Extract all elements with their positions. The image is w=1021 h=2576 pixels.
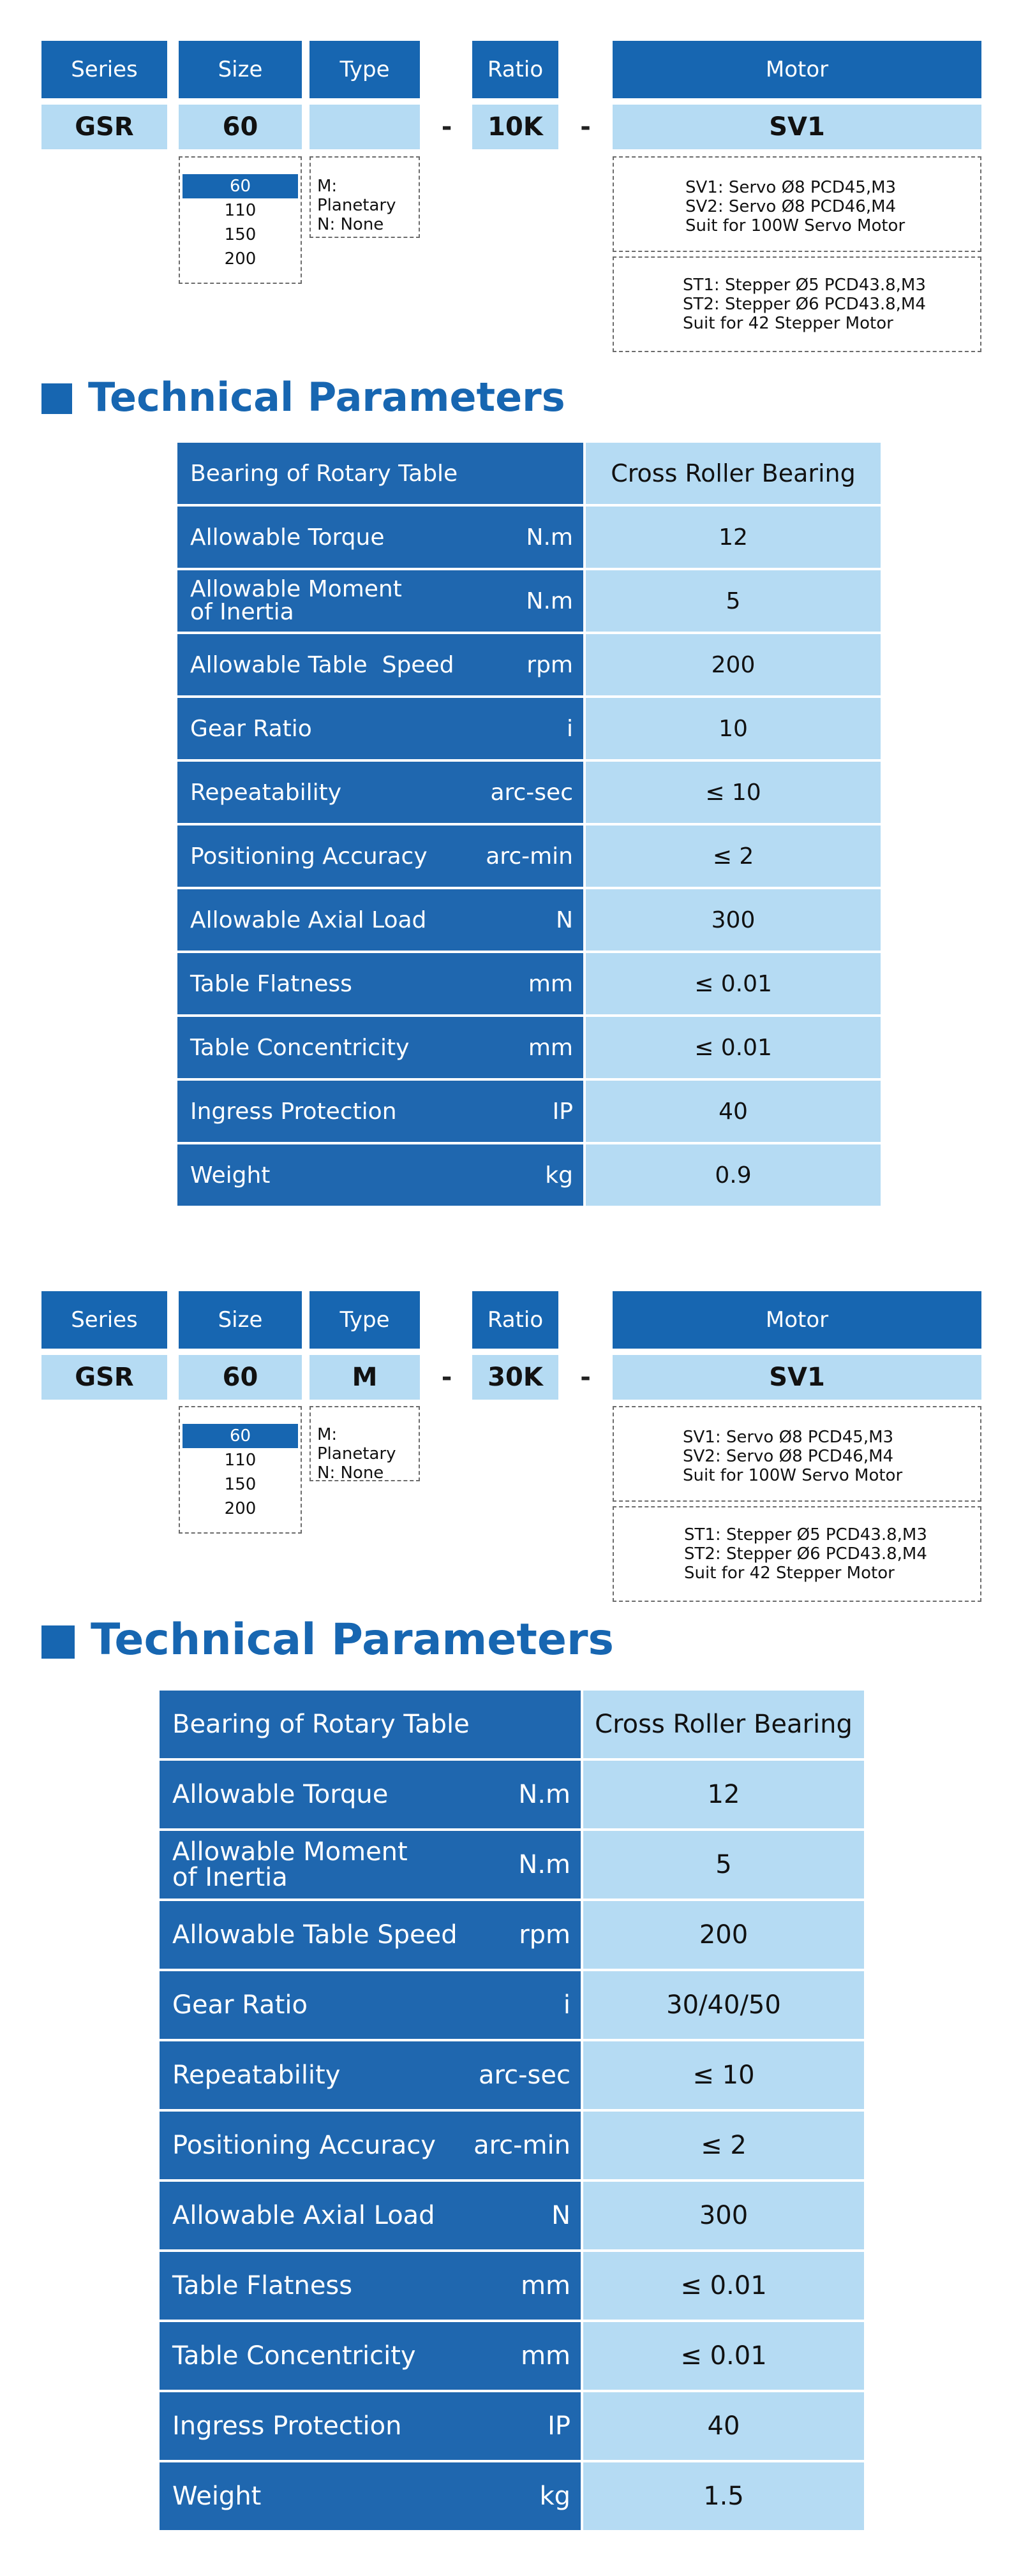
section-marker <box>41 1625 75 1659</box>
param-cell-content <box>177 698 583 759</box>
param-cell-content <box>160 2392 581 2460</box>
param-row <box>160 2252 864 2320</box>
param-unit: mm <box>528 970 573 997</box>
param-row <box>160 1691 864 1758</box>
series-value: GSR <box>41 1355 167 1400</box>
param-row <box>177 953 881 1014</box>
param-name-cell <box>177 825 583 887</box>
param-name-cell <box>177 570 583 632</box>
param-name: Allowable Moment of Inertia <box>172 1837 408 1892</box>
param-row <box>160 2182 864 2249</box>
motor-note: Suit for 42 Stepper Motor <box>683 314 893 333</box>
param-cell-content <box>160 2182 581 2249</box>
motor-option: SV2: Servo Ø8 PCD46,M4 <box>683 1447 894 1466</box>
param-row <box>160 1831 864 1899</box>
param-name: Bearing of Rotary Table <box>190 460 458 487</box>
param-value: ≤ 10 <box>583 762 881 823</box>
param-name: Gear Ratio <box>190 715 312 742</box>
param-value: 1.5 <box>581 2462 864 2530</box>
param-unit: kg <box>539 2482 570 2511</box>
param-value: ≤ 0.01 <box>581 2252 864 2320</box>
param-unit: IP <box>548 2411 570 2441</box>
param-name: Repeatability <box>190 779 342 806</box>
param-cell-content <box>160 1831 581 1899</box>
ratio-value: 10K <box>472 105 558 149</box>
param-row <box>177 889 881 951</box>
param-value: ≤ 0.01 <box>583 1017 881 1078</box>
type-value: M <box>309 1355 420 1400</box>
motor-note: Suit for 100W Servo Motor <box>685 216 905 235</box>
param-name-cell <box>160 2112 581 2179</box>
size-option: 200 <box>224 249 257 269</box>
param-cell-content <box>177 825 583 887</box>
param-unit: mm <box>528 1034 573 1061</box>
param-name-cell <box>160 2392 581 2460</box>
type-value <box>309 105 420 149</box>
param-value: 40 <box>581 2392 864 2460</box>
separator: - <box>580 1363 591 1392</box>
param-value: 40 <box>583 1081 881 1142</box>
param-unit: kg <box>545 1162 573 1188</box>
param-row <box>160 1971 864 2039</box>
size-option: 110 <box>224 201 257 220</box>
param-row <box>160 1761 864 1828</box>
param-value: ≤ 10 <box>581 2041 864 2109</box>
ratio-value: 30K <box>472 1355 558 1400</box>
param-name: Repeatability <box>172 2061 341 2090</box>
param-value: Cross Roller Bearing <box>583 443 881 504</box>
param-unit: arc-min <box>473 2131 570 2160</box>
param-cell-content <box>160 2112 581 2179</box>
motor-option: SV1: Servo Ø8 PCD45,M3 <box>683 1428 894 1447</box>
motor-option: ST2: Stepper Ø6 PCD43.8,M4 <box>683 295 926 314</box>
param-name: Table Concentricity <box>172 2341 416 2371</box>
param-name-cell <box>177 698 583 759</box>
param-name: Allowable Torque <box>190 524 385 551</box>
param-name: Bearing of Rotary Table <box>172 1710 470 1739</box>
separator: - <box>580 112 591 142</box>
param-unit: N <box>556 907 573 933</box>
param-cell-content <box>177 507 583 568</box>
param-name-cell <box>177 1081 583 1142</box>
param-cell-content <box>160 1901 581 1969</box>
param-row <box>177 570 881 632</box>
technical-parameters-table <box>160 1688 864 2533</box>
type-option: N: None <box>317 1463 384 1483</box>
param-name: Table Flatness <box>190 970 352 997</box>
param-name: Gear Ratio <box>172 1990 308 2020</box>
motor-option: SV2: Servo Ø8 PCD46,M4 <box>685 197 897 216</box>
param-cell-content <box>177 1081 583 1142</box>
param-name-cell <box>160 2322 581 2390</box>
param-name: Ingress Protection <box>190 1098 397 1125</box>
param-unit: i <box>563 1990 570 2020</box>
param-unit: arc-sec <box>479 2061 570 2090</box>
param-name-cell <box>177 953 583 1014</box>
section-marker <box>41 383 72 414</box>
param-name: Ingress Protection <box>172 2411 402 2441</box>
param-cell-content <box>177 1144 583 1206</box>
param-name: Positioning Accuracy <box>190 843 428 870</box>
separator: - <box>441 1363 452 1392</box>
param-value: 200 <box>581 1901 864 1969</box>
param-cell-content <box>177 889 583 951</box>
size-option-selected: 60 <box>183 1424 298 1448</box>
param-unit: N.m <box>526 524 573 551</box>
param-name-cell <box>177 762 583 823</box>
section-title: Technical Parameters <box>88 374 565 420</box>
param-row <box>177 1081 881 1142</box>
motor-option: ST1: Stepper Ø5 PCD43.8,M3 <box>683 276 926 295</box>
param-value: ≤ 2 <box>583 825 881 887</box>
motor-header: Motor <box>613 1291 981 1349</box>
motor-option: ST1: Stepper Ø5 PCD43.8,M3 <box>684 1525 927 1544</box>
param-cell-content <box>160 2041 581 2109</box>
type-header: Type <box>309 1291 420 1349</box>
param-value: 5 <box>583 570 881 632</box>
param-name: Table Flatness <box>172 2271 353 2300</box>
motor-value: SV1 <box>613 105 981 149</box>
size-option-selected: 60 <box>183 174 298 198</box>
type-option: N: None <box>317 215 384 234</box>
param-cell-content <box>160 1761 581 1828</box>
param-name-cell <box>160 1691 581 1758</box>
param-value: 12 <box>581 1761 864 1828</box>
param-cell-content <box>177 443 583 504</box>
size-option: 200 <box>224 1499 257 1518</box>
param-name-cell <box>177 1144 583 1206</box>
param-unit: N.m <box>526 588 573 614</box>
param-name: Table Concentricity <box>190 1034 410 1061</box>
param-row <box>160 2392 864 2460</box>
technical-parameters-table <box>177 440 881 1208</box>
param-name-cell <box>160 2252 581 2320</box>
param-cell-content <box>177 953 583 1014</box>
param-cell-content <box>177 762 583 823</box>
param-unit: N.m <box>518 1780 570 1809</box>
param-row <box>177 443 881 504</box>
param-unit: mm <box>521 2341 570 2371</box>
param-row <box>160 2112 864 2179</box>
servo-motor-options-box <box>613 156 981 252</box>
type-header: Type <box>309 41 420 98</box>
param-value: 30/40/50 <box>581 1971 864 2039</box>
param-name-cell <box>160 1831 581 1899</box>
param-value: 200 <box>583 634 881 695</box>
param-row <box>160 2462 864 2530</box>
param-cell-content <box>160 2322 581 2390</box>
param-unit: rpm <box>526 651 573 678</box>
param-name: Allowable Axial Load <box>190 907 427 933</box>
param-name: Weight <box>190 1162 271 1188</box>
param-name-cell <box>177 1017 583 1078</box>
param-value: 10 <box>583 698 881 759</box>
param-name-cell <box>160 2462 581 2530</box>
motor-value: SV1 <box>613 1355 981 1400</box>
type-options-box <box>309 1406 420 1481</box>
param-name-cell <box>160 1761 581 1828</box>
param-cell-content <box>177 570 583 632</box>
param-cell-content <box>160 1971 581 2039</box>
motor-note: Suit for 42 Stepper Motor <box>684 1564 895 1583</box>
stepper-motor-options-box <box>613 1506 981 1602</box>
param-value: ≤ 0.01 <box>583 953 881 1014</box>
type-options-box <box>309 156 420 238</box>
param-row <box>160 1901 864 1969</box>
param-name: Positioning Accuracy <box>172 2131 436 2160</box>
param-value: ≤ 0.01 <box>581 2322 864 2390</box>
param-row <box>177 698 881 759</box>
size-option: 110 <box>224 1451 257 1470</box>
size-value: 60 <box>179 105 302 149</box>
param-value: 300 <box>583 889 881 951</box>
motor-option: ST2: Stepper Ø6 PCD43.8,M4 <box>684 1544 927 1564</box>
param-row <box>177 507 881 568</box>
motor-header: Motor <box>613 41 981 98</box>
param-cell-content <box>177 1017 583 1078</box>
motor-option: SV1: Servo Ø8 PCD45,M3 <box>685 178 897 197</box>
param-row <box>177 1144 881 1206</box>
param-value: Cross Roller Bearing <box>581 1691 864 1758</box>
param-unit: N <box>551 2201 570 2230</box>
param-unit: rpm <box>519 1920 570 1950</box>
param-unit: arc-sec <box>490 779 573 806</box>
param-cell-content <box>160 2252 581 2320</box>
param-name-cell <box>160 1971 581 2039</box>
param-row <box>160 2041 864 2109</box>
separator: - <box>441 112 452 142</box>
param-row <box>177 762 881 823</box>
series-header: Series <box>41 41 167 98</box>
series-header: Series <box>41 1291 167 1349</box>
param-cell-content <box>160 2462 581 2530</box>
param-name-cell <box>177 443 583 504</box>
size-options-box <box>179 1406 302 1534</box>
param-value: ≤ 2 <box>581 2112 864 2179</box>
size-value: 60 <box>179 1355 302 1400</box>
param-row <box>177 825 881 887</box>
param-unit: arc-min <box>486 843 573 870</box>
ratio-header: Ratio <box>472 41 558 98</box>
param-name: Allowable Table Speed <box>172 1920 458 1950</box>
section-title: Technical Parameters <box>91 1615 615 1665</box>
param-unit: IP <box>552 1098 573 1125</box>
series-value: GSR <box>41 105 167 149</box>
param-cell-content <box>177 634 583 695</box>
servo-motor-options-box <box>613 1406 981 1502</box>
param-value: 300 <box>581 2182 864 2249</box>
param-name: Allowable Axial Load <box>172 2201 435 2230</box>
ratio-header: Ratio <box>472 1291 558 1349</box>
param-unit: N.m <box>518 1850 570 1879</box>
param-name-cell <box>177 634 583 695</box>
type-option: M: Planetary <box>317 1425 396 1463</box>
param-name-cell <box>160 2182 581 2249</box>
stepper-motor-options-box <box>613 256 981 352</box>
motor-note: Suit for 100W Servo Motor <box>683 1466 903 1485</box>
param-value: 0.9 <box>583 1144 881 1206</box>
param-name-cell <box>160 1901 581 1969</box>
param-unit: i <box>566 715 573 742</box>
param-row <box>177 1017 881 1078</box>
size-option: 150 <box>224 225 257 244</box>
param-value: 12 <box>583 507 881 568</box>
size-header: Size <box>179 41 302 98</box>
param-row <box>160 2322 864 2390</box>
size-header: Size <box>179 1291 302 1349</box>
param-row <box>177 634 881 695</box>
param-unit: mm <box>521 2271 570 2300</box>
param-value: 5 <box>581 1831 864 1899</box>
size-options-box <box>179 156 302 284</box>
param-name-cell <box>177 889 583 951</box>
param-name: Allowable Moment of Inertia <box>190 576 402 625</box>
param-name: Allowable Torque <box>172 1780 389 1809</box>
param-name: Allowable Table Speed <box>190 651 454 678</box>
param-name-cell <box>177 507 583 568</box>
type-option: M: Planetary <box>317 177 396 215</box>
param-name: Weight <box>172 2482 262 2511</box>
size-option: 150 <box>224 1475 257 1494</box>
param-name-cell <box>160 2041 581 2109</box>
param-cell-content <box>160 1691 581 1758</box>
